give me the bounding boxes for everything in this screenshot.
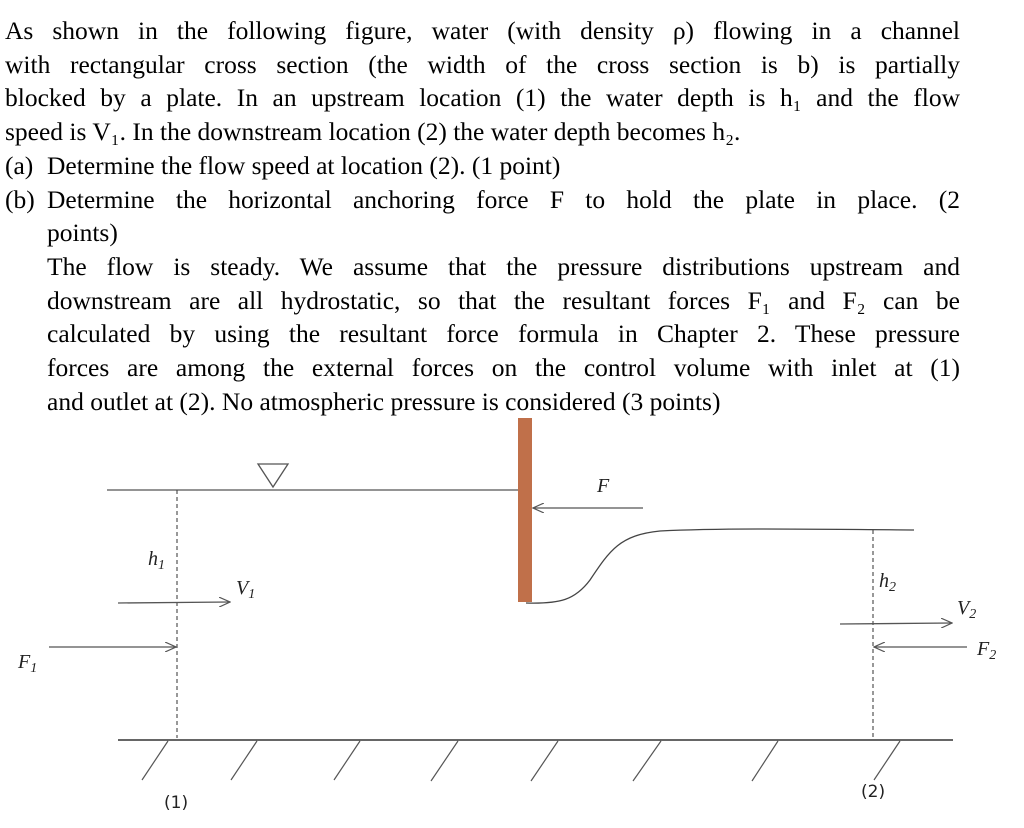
h2-label: $h_2$ xyxy=(879,570,896,595)
plate xyxy=(518,418,532,602)
part-b-text: Determine the horizontal anchoring force F to hold the plate in place. (2 xyxy=(47,184,960,214)
problem-line: with rectangular cross section (the width of the cross section is b) is partially xyxy=(5,49,960,79)
downstream-water-surface xyxy=(526,529,914,603)
f2-label: $F_2$ xyxy=(977,638,997,663)
v2-label: $V_2$ xyxy=(957,597,977,622)
problem-line: As shown in the following figure, water (with density ρ) flowing in a channel xyxy=(5,16,960,45)
v1-arrow xyxy=(118,602,230,603)
note-line: downstream are all hydrostatic, so that the resultant forces F₁ and F₂ can be xyxy=(47,285,960,315)
location-1-label: (1) xyxy=(164,793,189,813)
f1-label: $F_1$ xyxy=(18,651,38,676)
location-2-label: (2) xyxy=(861,782,886,802)
part-a-label: (a) xyxy=(5,150,34,180)
problem-line: blocked by a plate. In an upstream location (1) the water depth is h₁ and the flow xyxy=(5,83,960,113)
water-surface-triangle-icon xyxy=(258,464,288,487)
v2-arrow xyxy=(840,623,952,624)
note-line: forces are among the external forces on the control volume with inlet at (1) xyxy=(47,353,960,383)
note-line: The flow is steady. We assume that the pressure distributions upstream and xyxy=(47,251,960,281)
f-label: F xyxy=(597,475,610,497)
problem-line: speed is V₁. In the downstream location (2) the water depth becomes h₂. xyxy=(5,117,741,147)
part-b-text: points) xyxy=(47,218,118,248)
h1-label: $h_1$ xyxy=(148,548,165,573)
note-line: calculated by using the resultant force formula in Chapter 2. These pressure xyxy=(47,319,960,349)
note-line: and outlet at (2). No atmospheric pressure is considered (3 points) xyxy=(47,386,721,416)
bed-hatching xyxy=(142,741,900,781)
part-b-label: (b) xyxy=(5,184,35,214)
part-a-text: Determine the flow speed at location (2). (1 point) xyxy=(47,150,561,180)
v1-label: $V_1$ xyxy=(236,577,256,602)
